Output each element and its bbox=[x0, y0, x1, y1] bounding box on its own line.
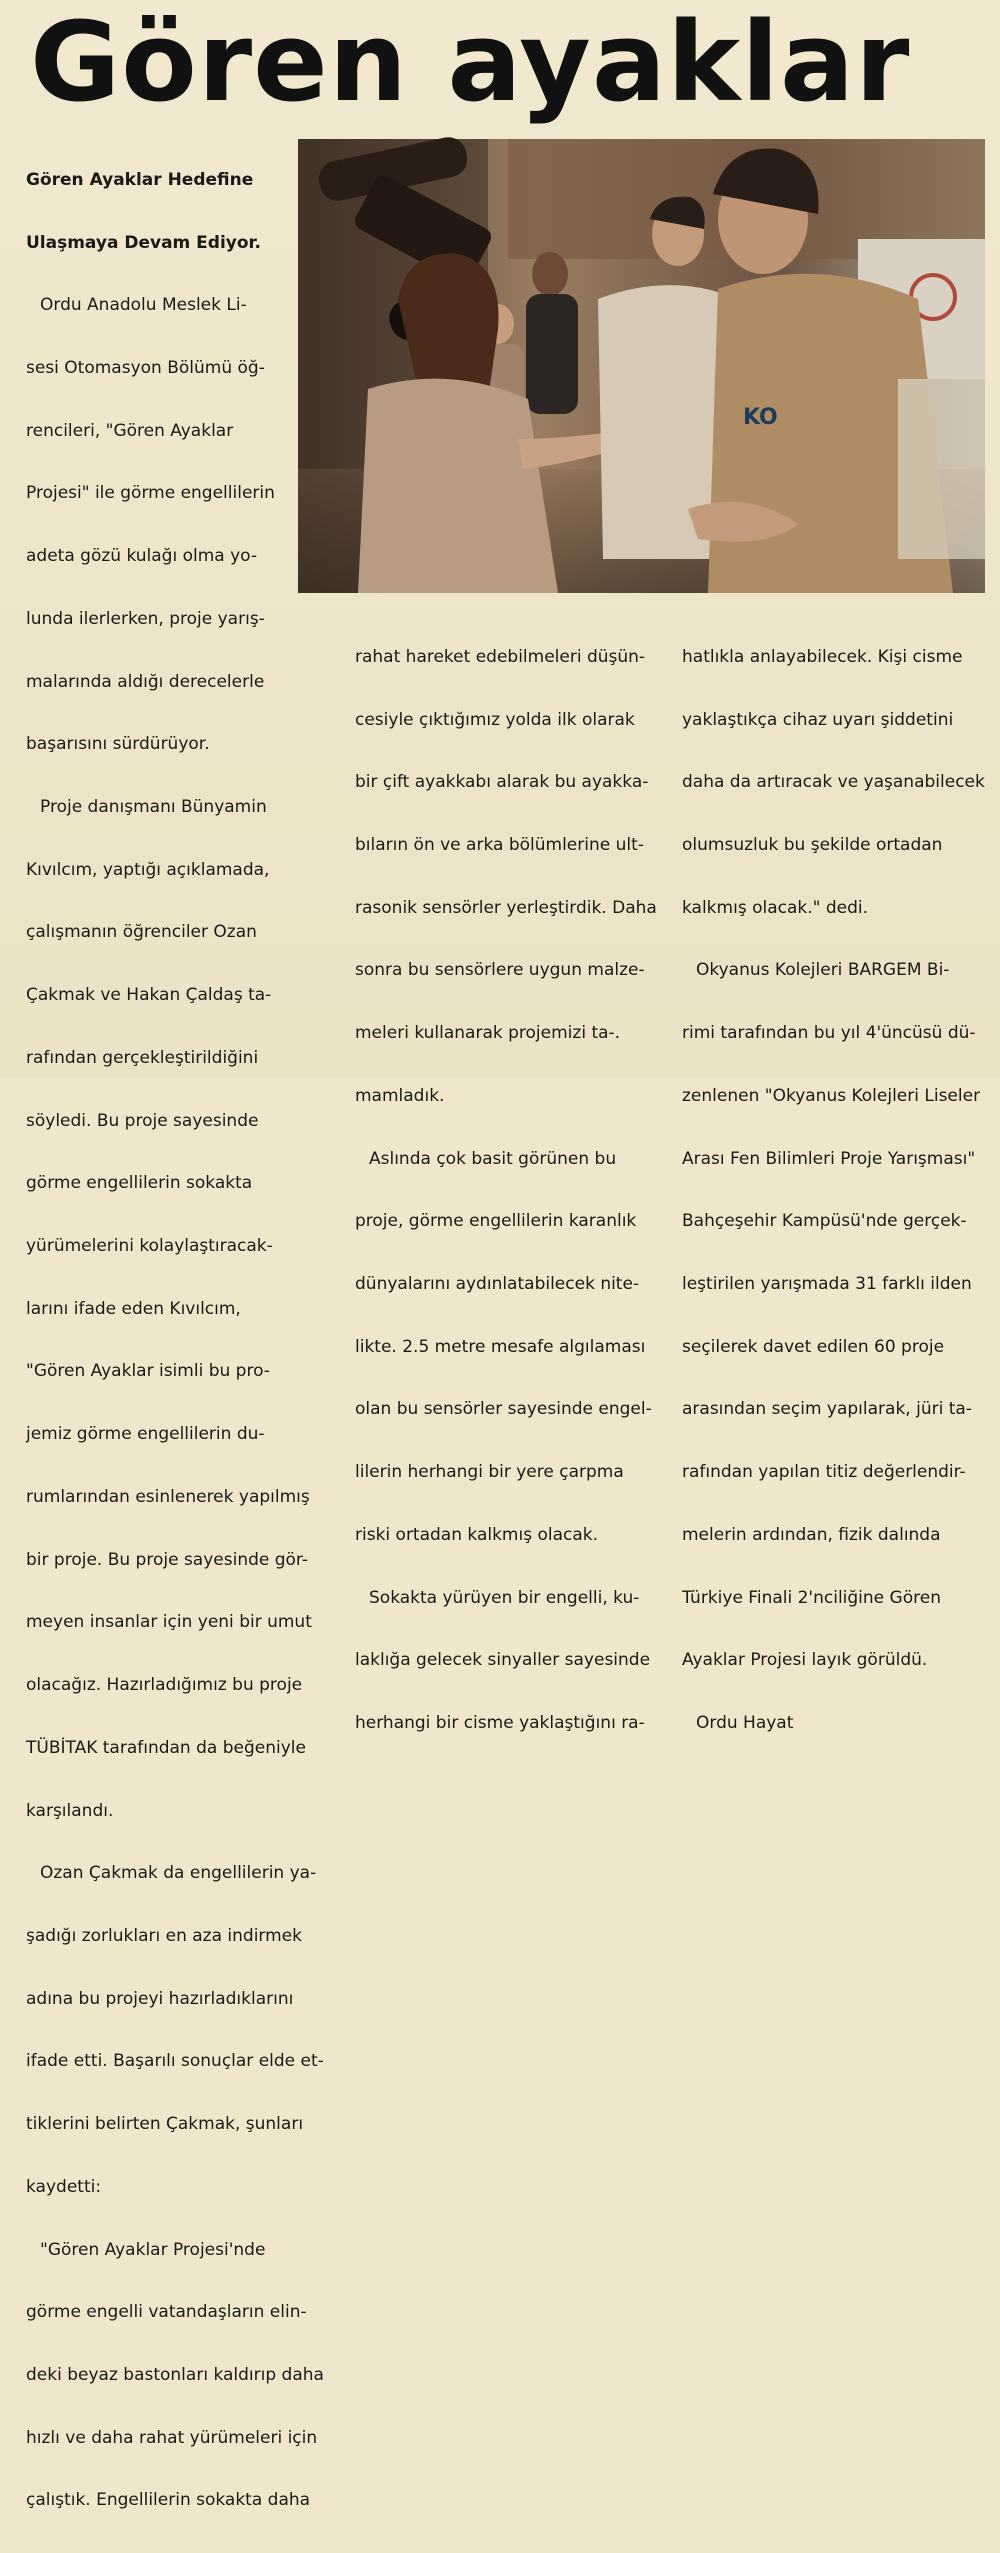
text-line: sonra bu sensörlere uygun malze- bbox=[355, 960, 645, 981]
headline: Gören ayaklar bbox=[30, 0, 911, 126]
text-line: likte. 2.5 metre mesafe algılaması bbox=[355, 1336, 646, 1357]
source-credit: Ordu Hayat bbox=[696, 1713, 794, 1734]
text-line: seçilerek davet edilen 60 proje bbox=[682, 1336, 945, 1357]
text-line: hızlı ve daha rahat yürümeleri için bbox=[26, 2427, 318, 2448]
text-line: herhangi bir cisme yaklaştığını ra- bbox=[355, 1713, 645, 1734]
text-line: yaklaştıkça cihaz uyarı şiddetini bbox=[682, 709, 954, 730]
text-line: Arası Fen Bilimleri Proje Yarışması" bbox=[682, 1148, 976, 1169]
text-line: rahat hareket edebilmeleri düşün- bbox=[355, 646, 646, 667]
text-line: olumsuzluk bu şekilde ortadan bbox=[682, 834, 943, 855]
subhead-line: Ulaşmaya Devam Ediyor. bbox=[26, 232, 261, 253]
text-line: adeta gözü kulağı olma yo- bbox=[26, 546, 258, 567]
text-line: kalkmış olacak." dedi. bbox=[682, 897, 869, 918]
text-line: yürümelerini kolaylaştıracak- bbox=[26, 1236, 273, 1257]
text-line: lilerin herhangi bir yere çarpma bbox=[355, 1462, 624, 1483]
text-line: lunda ilerlerken, proje yarış- bbox=[26, 608, 265, 629]
text-line: olacağız. Hazırladığımız bu proje bbox=[26, 1675, 303, 1696]
text-line: çalışmanın öğrenciler Ozan bbox=[26, 922, 257, 943]
text-line: dünyalarını aydınlatabilecek nite- bbox=[355, 1274, 640, 1294]
text-line: ifade etti. Başarılı sonuçlar elde et- bbox=[26, 2051, 324, 2072]
text-line: çalıştık. Engellilerin sokakta daha bbox=[26, 2490, 311, 2511]
text-line: TÜBİTAK tarafından da beğeniyle bbox=[26, 1737, 306, 1758]
text-line: Proje danışmanı Bünyamin bbox=[40, 797, 267, 817]
text-line: sesi Otomasyon Bölümü öğ- bbox=[26, 357, 265, 378]
text-line: karşılandı. bbox=[26, 1800, 114, 1821]
text-line: görme engelli vatandaşların elin- bbox=[26, 2302, 307, 2323]
text-line: bir çift ayakkabı alarak bu ayakka- bbox=[355, 772, 649, 793]
text-line: Bahçeşehir Kampüsü'nde gerçek- bbox=[682, 1211, 967, 1232]
article-column-3 bbox=[682, 605, 985, 1776]
text-line: meleri kullanarak projemizi ta-. bbox=[355, 1023, 621, 1044]
text-line: cesiyle çıktığımız yolda ilk olarak bbox=[355, 709, 635, 730]
text-line: rencileri, "Gören Ayaklar bbox=[26, 420, 234, 441]
text-line: Sokakta yürüyen bir engelli, ku- bbox=[369, 1587, 640, 1608]
text-line: Çakmak ve Hakan Çaldaş ta- bbox=[26, 985, 272, 1006]
text-line: hatlıkla anlayabilecek. Kişi cisme bbox=[682, 646, 963, 667]
text-line: meyen insanlar için yeni bir umut bbox=[26, 1612, 312, 1633]
text-line: Türkiye Finali 2'nciliğine Gören bbox=[682, 1587, 941, 1608]
text-line: adına bu projeyi hazırladıklarını bbox=[26, 1988, 294, 2009]
photo-illustration bbox=[298, 139, 985, 593]
text-line: Okyanus Kolejleri BARGEM Bi- bbox=[696, 960, 950, 981]
text-line: Kıvılcım, yaptığı açıklamada, bbox=[26, 859, 270, 880]
text-line: tiklerini belirten Çakmak, şunları bbox=[26, 2114, 304, 2135]
text-line: Aslında çok basit görünen bu bbox=[369, 1148, 617, 1169]
text-line: laklığa gelecek sinyaller sayesinde bbox=[355, 1650, 651, 1671]
text-line: "Gören Ayaklar isimli bu pro- bbox=[26, 1361, 270, 1382]
text-line: rimi tarafından bu yıl 4'üncüsü dü- bbox=[682, 1023, 976, 1044]
text-line: görme engellilerin sokakta bbox=[26, 1173, 253, 1194]
text-line: melerin ardından, fizik dalında bbox=[682, 1524, 941, 1545]
text-line: riski ortadan kalkmış olacak. bbox=[355, 1524, 599, 1545]
article-column-1 bbox=[26, 128, 324, 2553]
text-line: jemiz görme engellilerin du- bbox=[26, 1424, 265, 1445]
text-line: Ayaklar Projesi layık görüldü. bbox=[682, 1650, 928, 1671]
text-line: malarında aldığı derecelerle bbox=[26, 671, 265, 692]
text-line: rafından gerçekleştirildiğini bbox=[26, 1047, 259, 1068]
text-line: rafından yapılan titiz değerlendir- bbox=[682, 1462, 966, 1483]
article-column-2 bbox=[355, 605, 665, 1776]
text-line: olan bu sensörler sayesinde engel- bbox=[355, 1399, 652, 1420]
text-line: bıların ön ve arka bölümlerine ult- bbox=[355, 834, 644, 855]
text-line: mamladık. bbox=[355, 1085, 445, 1106]
text-line: Projesi" ile görme engellilerin bbox=[26, 483, 275, 504]
text-line: zenlenen "Okyanus Kolejleri Liseler bbox=[682, 1085, 981, 1106]
text-line: larını ifade eden Kıvılcım, bbox=[26, 1298, 241, 1319]
text-line: "Gören Ayaklar Projesi'nde bbox=[40, 2239, 266, 2260]
text-line: başarısını sürdürüyor. bbox=[26, 734, 210, 755]
text-line: arasından seçim yapılarak, jüri ta- bbox=[682, 1399, 972, 1420]
text-line: kaydetti: bbox=[26, 2176, 102, 2197]
text-line: şadığı zorlukları en aza indirmek bbox=[26, 1925, 302, 1946]
text-line: bir proje. Bu proje sayesinde gör- bbox=[26, 1549, 308, 1570]
text-line: daha da artıracak ve yaşanabilecek bbox=[682, 772, 985, 793]
news-photo bbox=[298, 139, 985, 593]
text-line: rumlarından esinlenerek yapılmış bbox=[26, 1486, 310, 1507]
subhead-line: Gören Ayaklar Hedefine bbox=[26, 169, 254, 190]
text-line: söyledi. Bu proje sayesinde bbox=[26, 1110, 259, 1131]
text-line: leştirilen yarışmada 31 farklı ilden bbox=[682, 1274, 972, 1294]
text-line: Ordu Anadolu Meslek Li- bbox=[40, 295, 247, 316]
shirt-text: KO bbox=[743, 405, 778, 430]
text-line: Ozan Çakmak da engellilerin ya- bbox=[40, 1863, 317, 1884]
text-line: deki beyaz bastonları kaldırıp daha bbox=[26, 2364, 324, 2385]
text-line: rasonik sensörler yerleştirdik. Daha bbox=[355, 897, 657, 918]
text-line: proje, görme engellilerin karanlık bbox=[355, 1211, 637, 1232]
